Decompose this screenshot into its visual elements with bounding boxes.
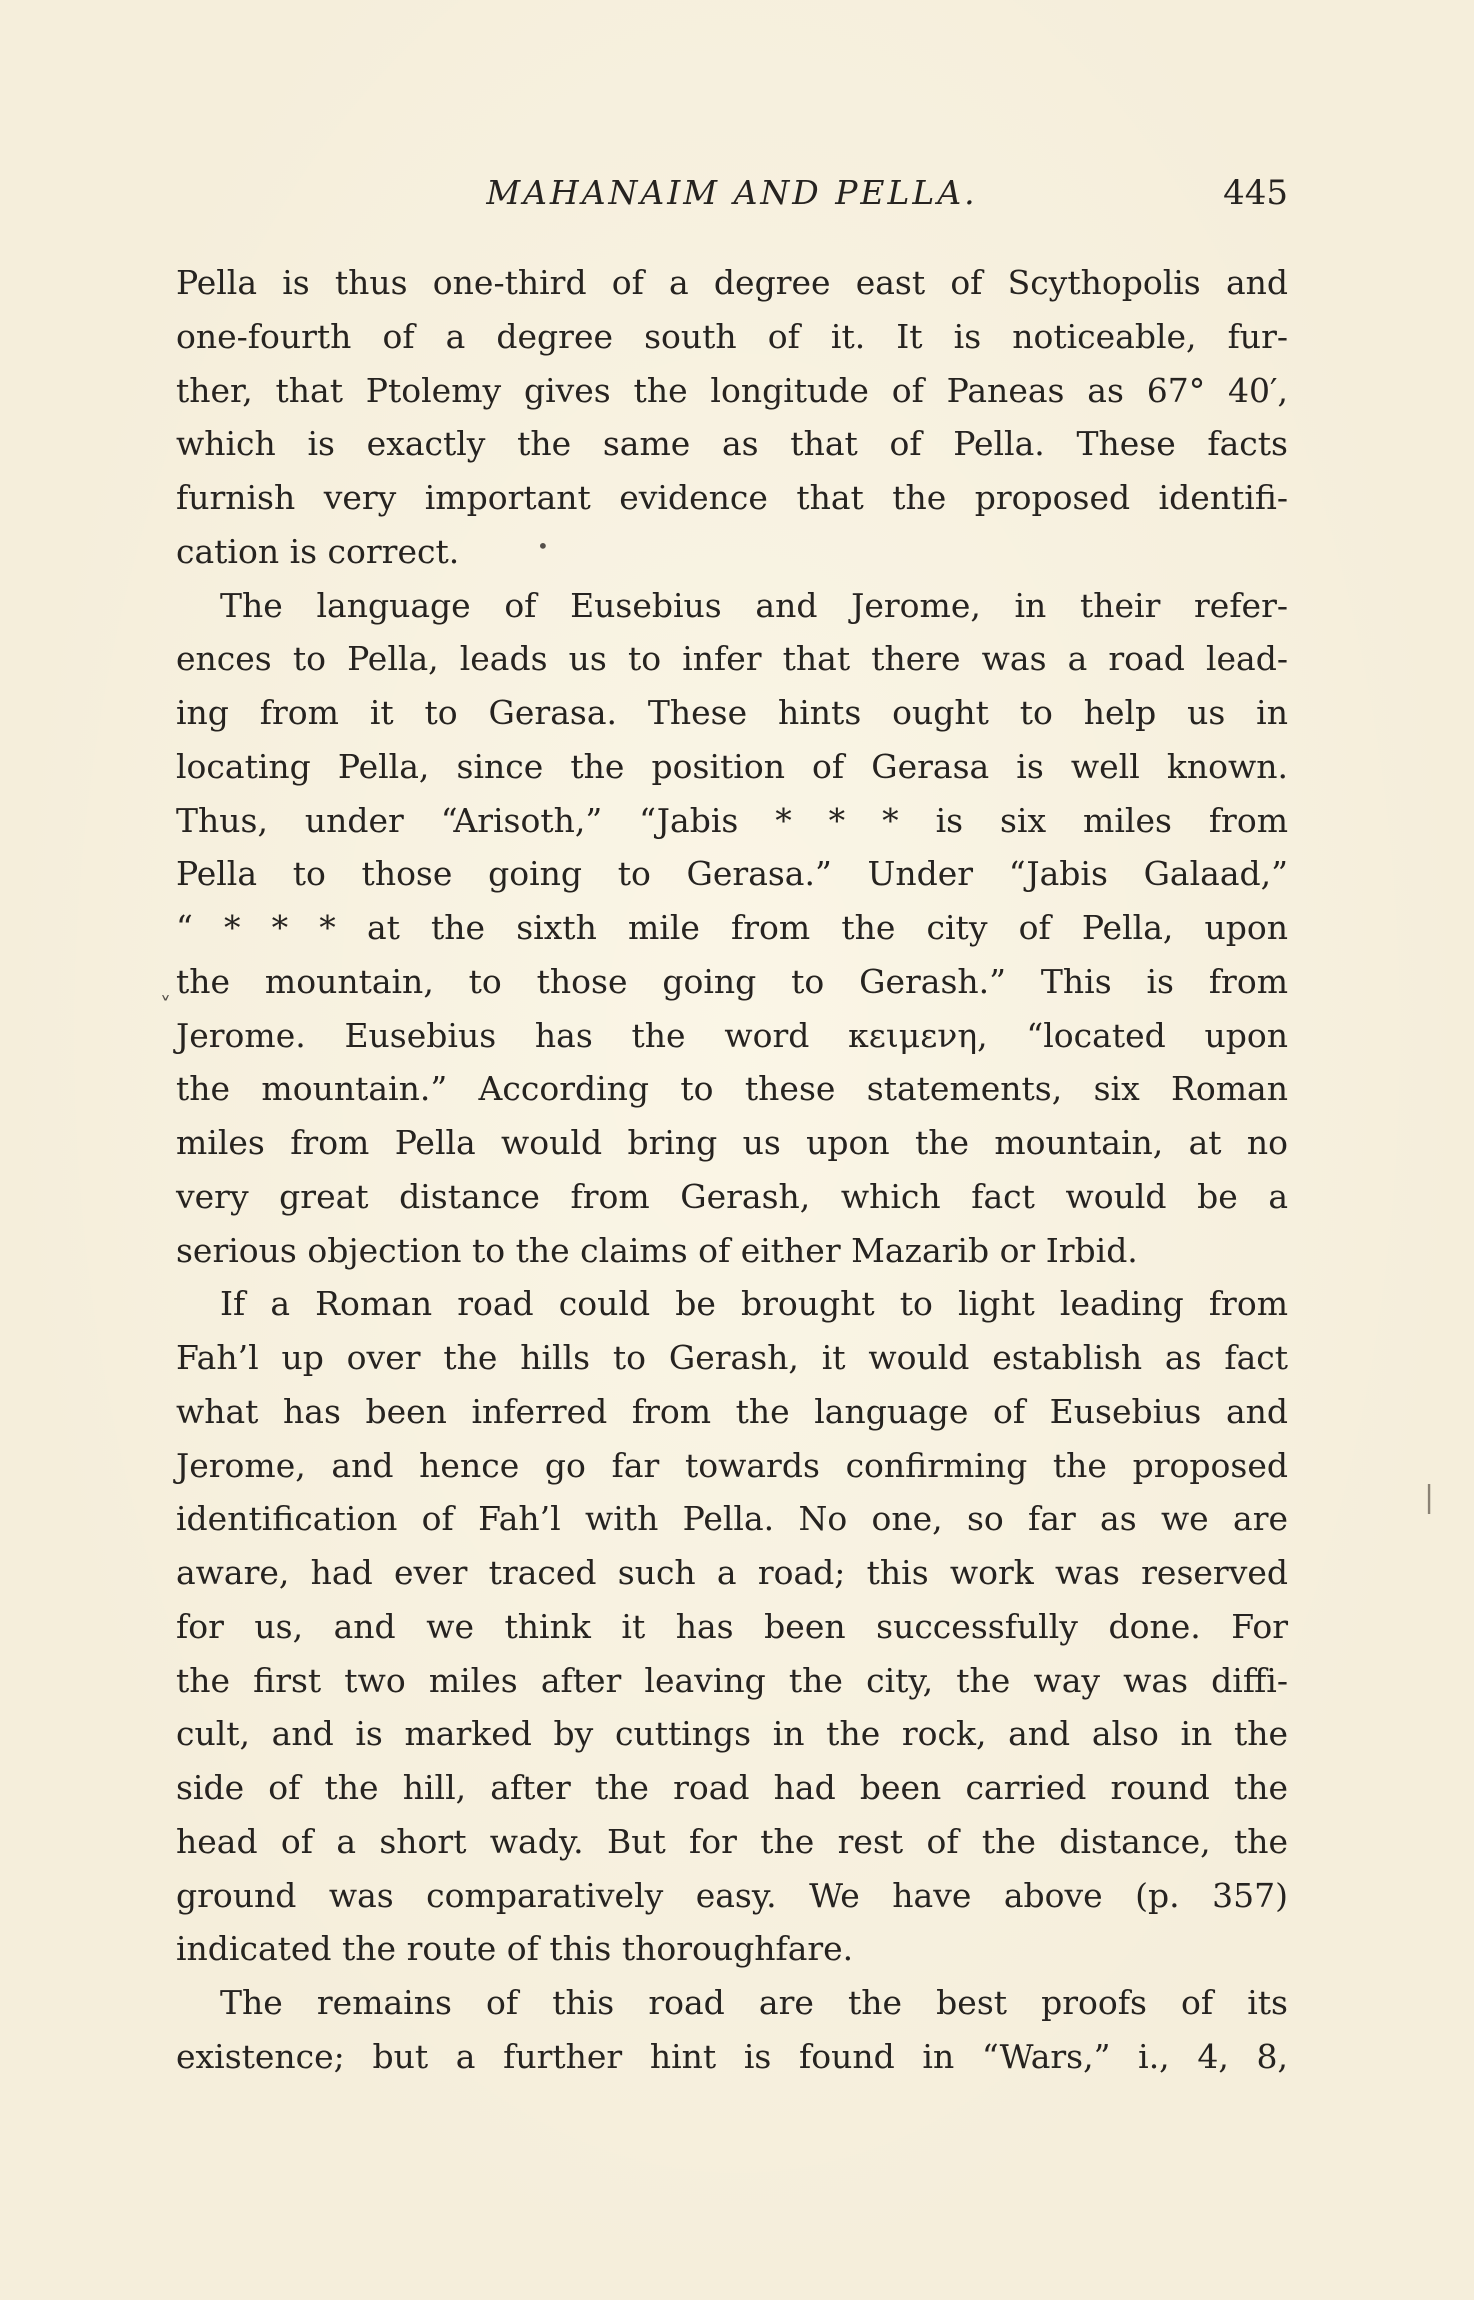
paragraph-start-line: If a Roman road could be brought to light leading from (220, 1284, 1288, 1324)
text-line: ther, that Ptolemy gives the longitude of Paneas as 67° 40′, (176, 370, 1288, 410)
text-line: cation is correct. (176, 531, 460, 571)
text-line: “ * * * at the sixth mile from the city of Pella, upon (176, 908, 1288, 947)
text-line: Pella is thus one-third of a degree east of Scythopolis and (176, 263, 1288, 302)
margin-tick-mark: | (1424, 1480, 1435, 1515)
page-number: 445 (1223, 173, 1288, 213)
text-line: head of a short wady. But for the rest of the distance, the (176, 1821, 1288, 1861)
text-line: ences to Pella, leads us to infer that there was a road lead- (176, 639, 1288, 679)
text-line: identification of Fah’l with Pella. No one, so far as we are (176, 1499, 1288, 1539)
text-line: indicated the route of this thoroughfare. (176, 1929, 854, 1969)
text-line: furnish very important evidence that the proposed identifi- (176, 478, 1288, 517)
text-line: Jerome. Eusebius has the word κειμενη, “located upon (176, 1015, 1288, 1055)
text-line: for us, and we think it has been successfully done. For (176, 1606, 1288, 1646)
text-line: side of the hill, after the road had been carried round the (176, 1768, 1288, 1807)
text-line: cult, and is marked by cuttings in the rock, and also in the (176, 1714, 1288, 1754)
text-line: the mountain.” According to these statements, six Roman (176, 1069, 1288, 1109)
text-line: Pella to those going to Gerasa.” Under “Jabis Galaad,” (176, 854, 1288, 894)
text-line: Jerome, and hence go far towards confirming the proposed (176, 1445, 1288, 1485)
text-line: miles from Pella would bring us upon the mountain, at no (176, 1123, 1288, 1162)
text-line: Fah’l up over the hills to Gerash, it would establish as fact (176, 1338, 1288, 1377)
stray-dot-mark: • (537, 534, 549, 558)
running-title: MAHANAIM AND PELLA. (486, 173, 978, 212)
text-line: the mountain, to those going to Gerash.” This is from (176, 961, 1288, 1001)
text-line: the first two miles after leaving the city, the way was diffi- (176, 1660, 1288, 1700)
text-line: serious objection to the claims of either Mazarib or Irbid. (176, 1230, 1138, 1270)
text-line: which is exactly the same as that of Pella. These facts (176, 424, 1288, 464)
running-head (176, 170, 1288, 216)
text-line: very great distance from Gerash, which fact would be a (176, 1176, 1288, 1216)
text-line: ground was comparatively easy. We have above (p. 357) (176, 1875, 1288, 1915)
body-text (176, 256, 1288, 2084)
text-line: ing from it to Gerasa. These hints ought to help us in (176, 693, 1288, 732)
text-line: aware, had ever traced such a road; this work was reserved (176, 1553, 1288, 1592)
paragraph-start-line: The remains of this road are the best proofs of its (220, 1983, 1288, 2022)
margin-caret-mark: ˬ (160, 975, 171, 1000)
text-line: Thus, under “Arisoth,” “Jabis * * * is six miles from (176, 800, 1288, 840)
paragraph-start-line: The language of Eusebius and Jerome, in their refer- (220, 585, 1288, 625)
text-line: existence; but a further hint is found in “Wars,” i., 4, 8, (176, 2036, 1288, 2076)
text-line: locating Pella, since the position of Gerasa is well known. (176, 746, 1288, 786)
text-line: one-fourth of a degree south of it. It is noticeable, fur- (176, 316, 1288, 356)
text-line: what has been inferred from the language of Eusebius and (176, 1391, 1288, 1431)
